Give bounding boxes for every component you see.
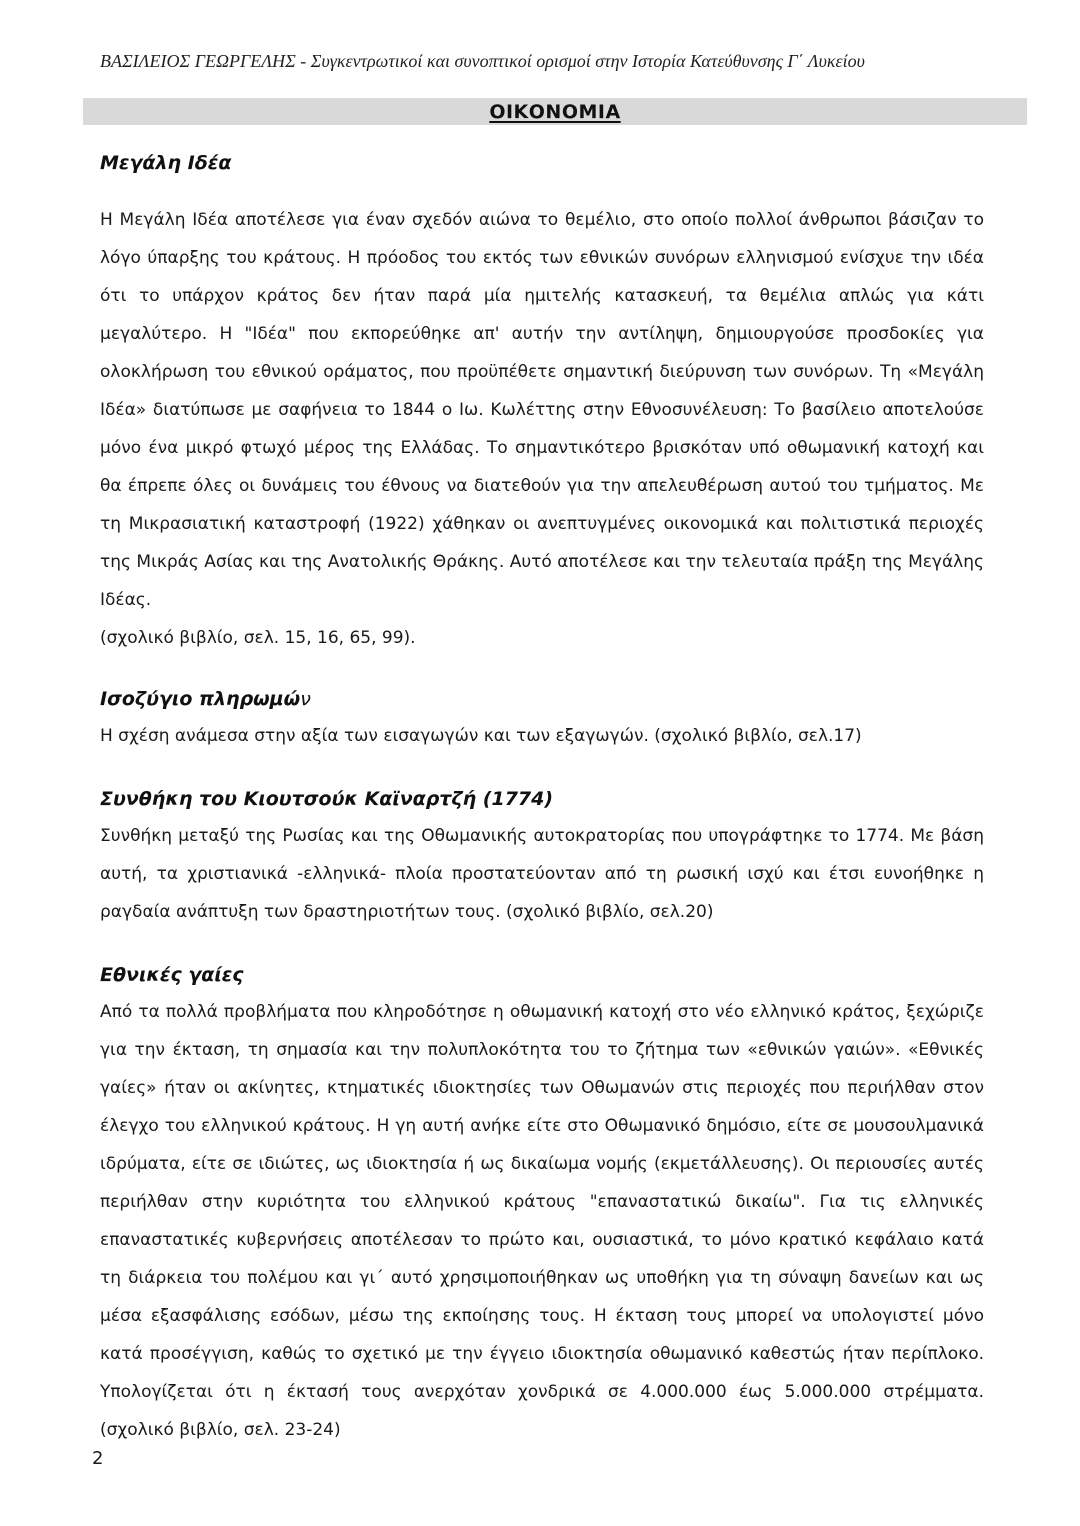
banner-title: ΟΙΚΟΝΟΜΙΑ xyxy=(489,100,621,123)
section-body-synthiki: Συνθήκη μεταξύ της Ρωσίας και της Οθωμανικής αυτοκρατορίας που υπογράφτηκε το 1774. Με βάση αυτή, τα χριστιανικά -ελληνικά- πλοία προστατεύονταν από τη ρωσική ισχύ και έτσι ευνοήθηκε η ραγδαία ανάπτυξη των δραστηριοτήτων τους. (σχολικό βιβλίο, σελ.20) xyxy=(100,826,984,922)
page-number: 2 xyxy=(92,1448,104,1469)
section-title-isozygio-tail: ν xyxy=(300,688,311,710)
section-title-isozygio-main: Ισοζύγιο πληρωμώ xyxy=(100,688,301,710)
document-header: ΒΑΣΙΛΕΙΟΣ ΓΕΩΡΓΕΛΗΣ - Συγκεντρωτικοί και συνοπτικοί ορισμοί στην Ιστορία Κατεύθυνσης Γ΄ Λυκείου xyxy=(100,51,865,71)
section-title-megali-idea: Μεγάλη Ιδέα xyxy=(100,152,232,174)
section-title-isozygio xyxy=(100,687,984,711)
section-body-isozygio: Η σχέση ανάμεσα στην αξία των εισαγωγών και των εξαγωγών. (σχολικό βιβλίο, σελ.17) xyxy=(100,726,862,746)
section-title-synthiki: Συνθήκη του Κιουτσούκ Καϊναρτζή (1774) xyxy=(100,788,554,810)
section-citation-megali-idea: (σχολικό βιβλίο, σελ. 15, 16, 65, 99). xyxy=(100,628,416,648)
section-banner xyxy=(83,98,1027,125)
section-body-megali-idea: Η Μεγάλη Ιδέα αποτέλεσε για έναν σχεδόν αιώνα το θεμέλιο, στο οποίο πολλοί άνθρωποι βάσιζαν το λόγο ύπαρξης του κράτους. Η πρόοδος του εκτός των εθνικών συνόρων ελληνισμού ενίσχυε την ιδέα ότι το υπάρχον κράτος δεν ήταν παρά μία ημιτελής κατασκευή, τα θεμέλια απλώς για κάτι μεγαλύτερο. Η "Ιδέα" που εκπορεύθηκε απ' αυτήν την αντίληψη, δημιουργούσε προσδοκίες για ολοκλήρωση του εθνικού οράματος, που προϋπέθετε σημαντική διεύρυνση των συνόρων. Τη «Μεγάλη Ιδέα» διατύπωσε με σαφήνεια το 1844 ο Ιω. Κωλέττης στην Εθνοσυνέλευση: Το βασίλειο αποτελούσε μόνο ένα μικρό φτωχό μέρος της Ελλάδας. Το σημαντικότερο βρισκόταν υπό οθωμανική κατοχή και θα έπρεπε όλες οι δυνάμεις του έθνους να διατεθούν για την απελευθέρωση αυτού του τμήματος. Με τη Μικρασιατική καταστροφή (1922) χάθηκαν οι ανεπτυγμένες οικονομικά και πολιτιστικά περιοχές της Μικράς Ασίας και της Ανατολικής Θράκης. Αυτό αποτέλεσε και την τελευταία πράξη της Μεγάλης Ιδέας. xyxy=(100,210,984,610)
section-title-ethnikes-gaies: Εθνικές γαίες xyxy=(100,964,244,986)
section-body-ethnikes-gaies: Από τα πολλά προβλήματα που κληροδότησε η οθωμανική κατοχή στο νέο ελληνικό κράτος, ξεχώριζε για την έκταση, τη σημασία και την πολυπλοκότητα του το ζήτημα των «εθνικών γαιών». «Εθνικές γαίες» ήταν οι ακίνητες, κτηματικές ιδιοκτησίες των Οθωμανών στις περιοχές που περιήλθαν στον έλεγχο του ελληνικού κράτους. Η γη αυτή ανήκε είτε στο Οθωμανικό δημόσιο, είτε σε μουσουλμανικά ιδρύματα, είτε σε ιδιώτες, ως ιδιοκτησία ή ως δικαίωμα νομής (εκμετάλλευσης). Οι περιουσίες αυτές περιήλθαν στην κυριότητα του ελληνικού κράτους "επαναστατικώ δικαίω". Για τις ελληνικές επαναστατικές κυβερνήσεις αποτέλεσαν το πρώτο και, ουσιαστικά, το μόνο κρατικό κεφάλαιο κατά τη διάρκεια του πολέμου και γι΄ αυτό χρησιμοποιήθηκαν ως υποθήκη για τη σύναψη δανείων και ως μέσα εξασφάλισης εσόδων, μέσω της εκποίησης τους. Η έκταση τους μπορεί να υπολογιστεί μόνο κατά προσέγγιση, καθώς το σχετικό με την έγγειο ιδιοκτησία οθωμανικό καθεστώς ήταν περίπλοκο. Υπολογίζεται ότι η έκτασή τους ανερχόταν χονδρικά σε 4.000.000 έως 5.000.000 στρέμματα. (σχολικό βιβλίο, σελ. 23-24) xyxy=(100,1002,984,1440)
